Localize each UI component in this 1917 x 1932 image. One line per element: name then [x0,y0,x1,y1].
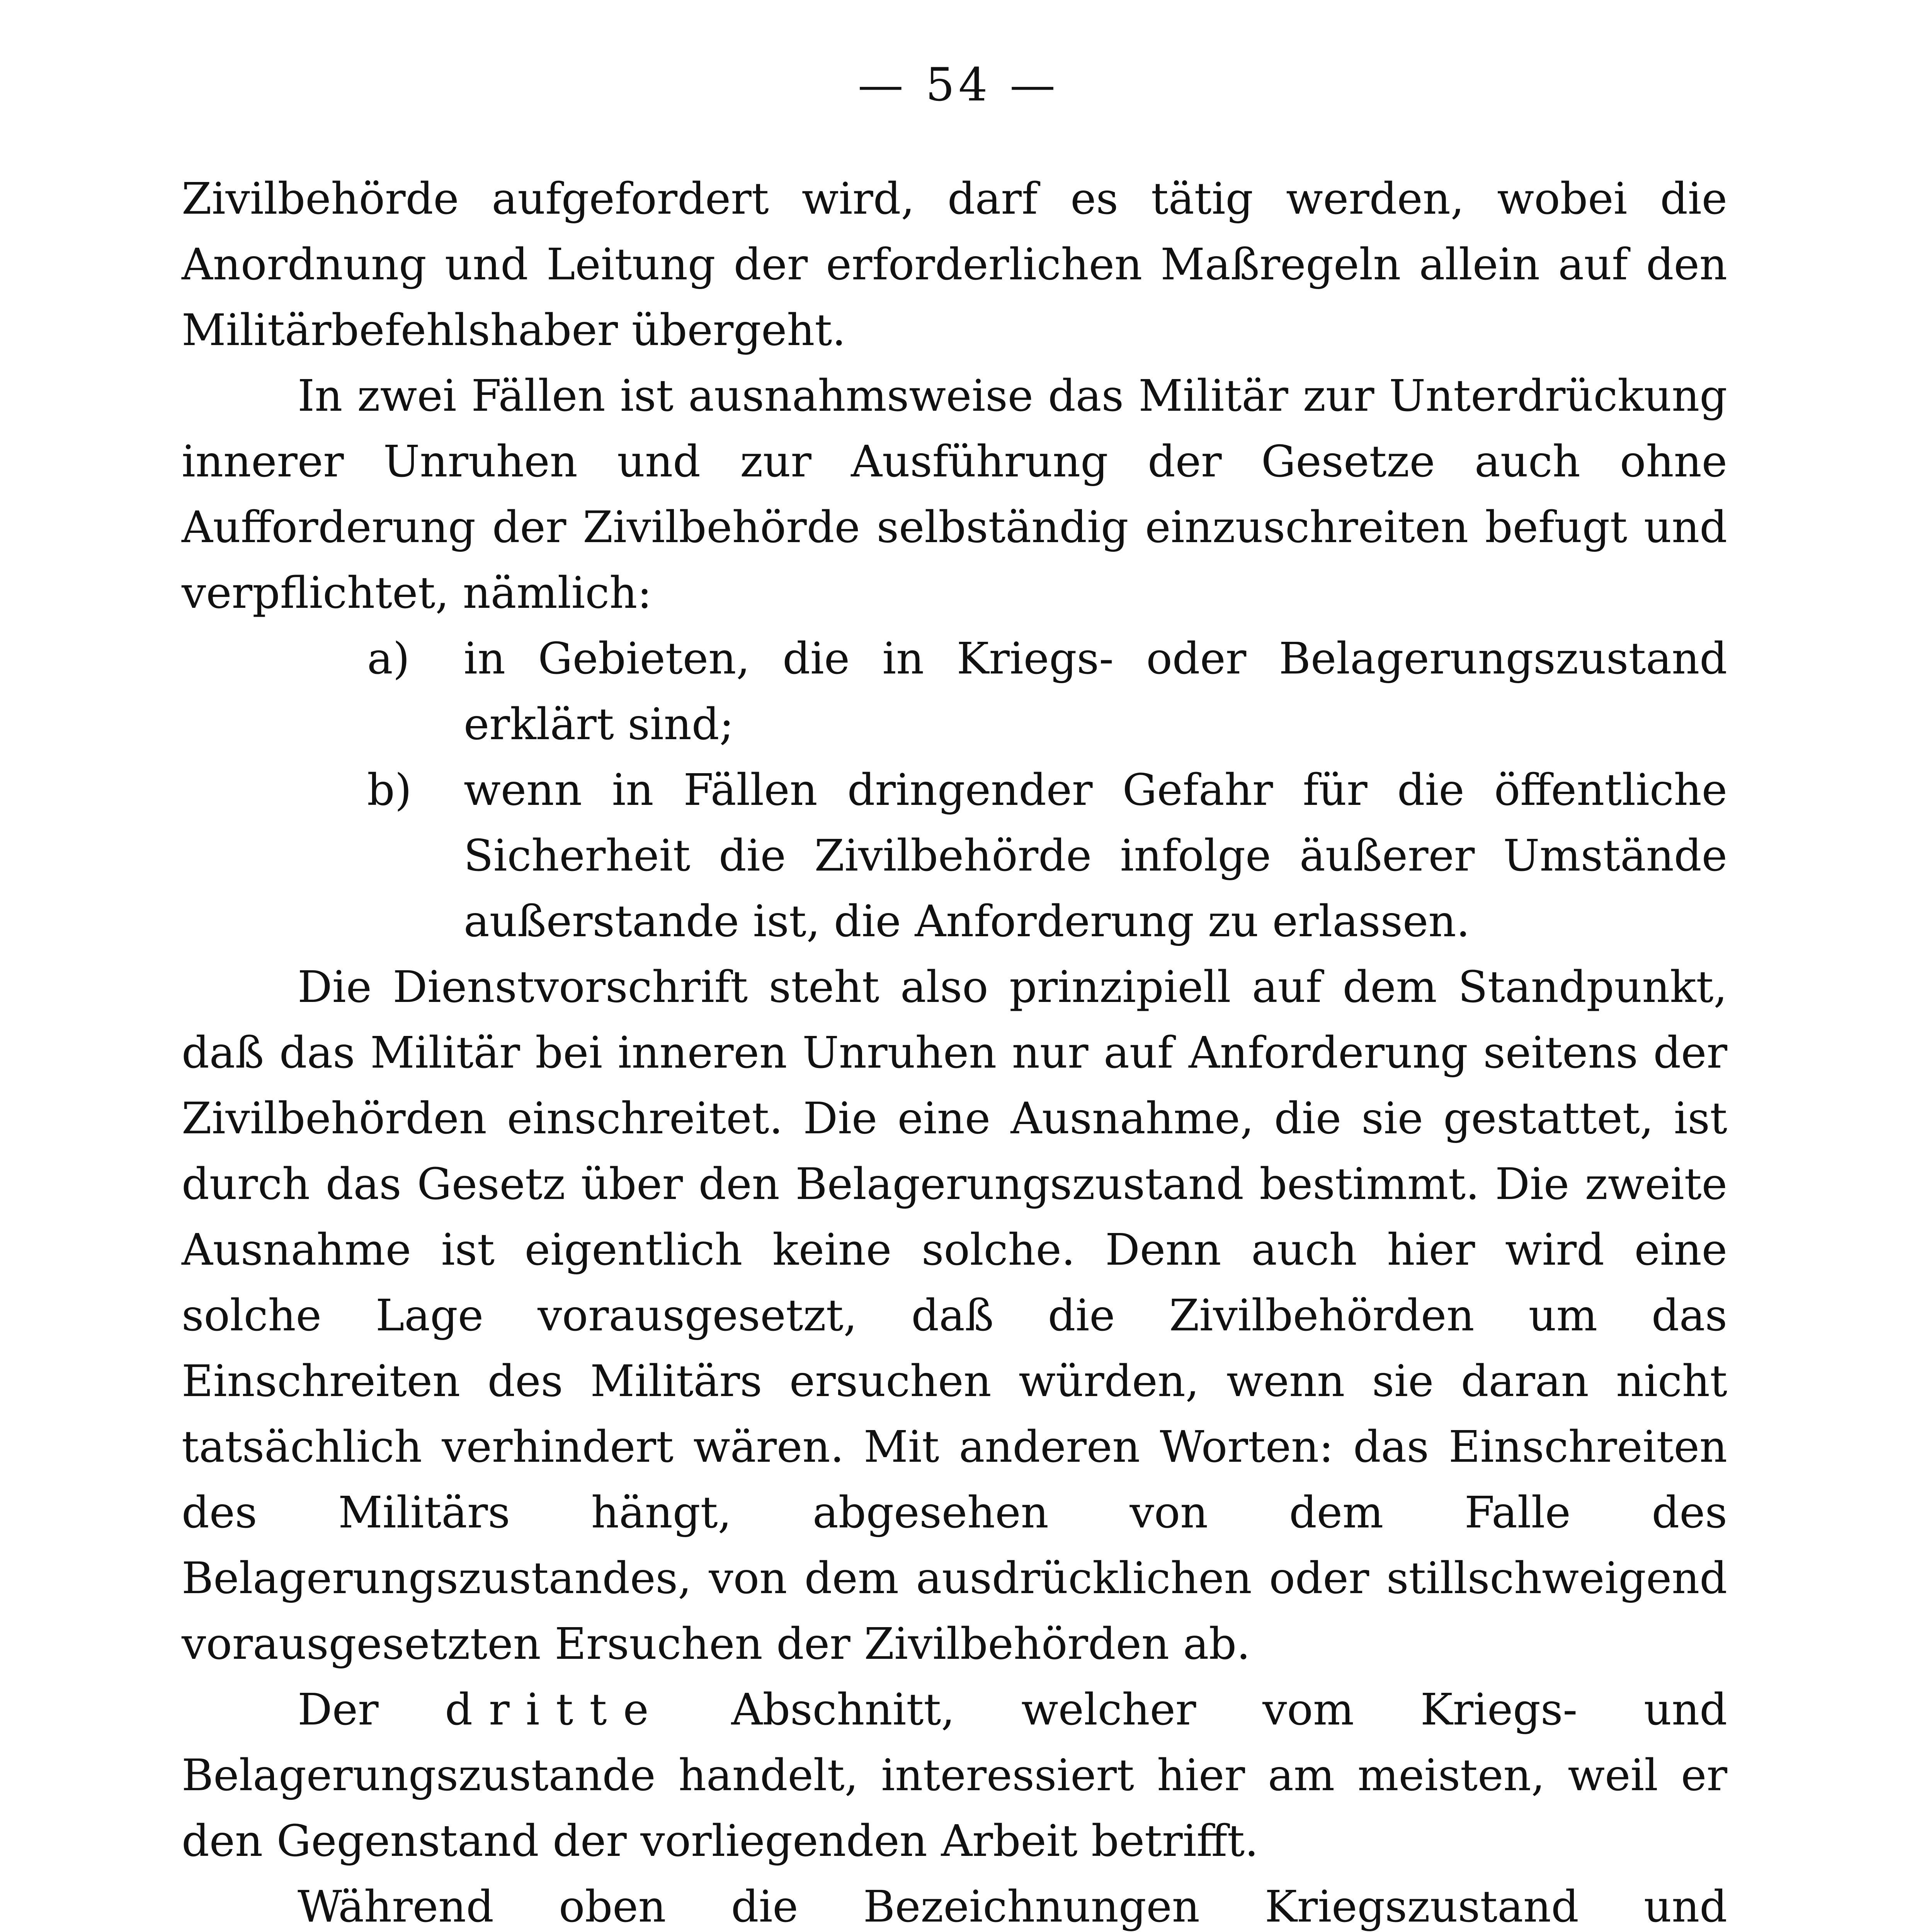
body-text [182,166,1727,1932]
paragraph-continuation: Zivilbehörde aufgefordert wird, darf es tätig werden, wobei die Anordnung und Leitung der erforderlichen Maßregeln allein auf den Militärbefehlshaber übergeht. [182,174,1727,355]
paragraph-dritte-abschnitt [182,1677,1727,1874]
paragraph-kriegszustand-belagerungszustand: Während oben die Bezeichnungen Kriegszustand und [298,1882,1727,1932]
list-item-text: wenn in Fällen dringender Gefahr für die öffentliche Sicherheit die Zivilbehörde infolge äußerer Umstände außerstande ist, die Anforderung zu erlassen. [464,765,1727,947]
spaced-emphasis: dritte [445,1685,665,1735]
list-marker: b) [367,765,412,815]
list-item-text: in Gebieten, die in Kriegs- oder Belagerungszustand erklärt sind; [464,634,1727,750]
list-item [182,757,1727,954]
paragraph-dienstvorschrift: Die Dienstvorschrift steht also prinzipiell auf dem Standpunkt, daß das Militär bei inneren Unruhen nur auf Anforderung seitens der Zivilbehörden einschreitet. Die eine Ausnahme, die sie gestattet, ist durch das Gesetz über den Belagerungszustand bestimmt. Die zweite Ausnahme ist eigentlich keine solche. Denn auch hier wird eine solche Lage vorausgesetzt, daß die Zivilbehörden um das Einschreiten des Militärs ersuchen würden, wenn sie daran nicht tatsächlich verhindert wären. Mit anderen Worten: das Einschreiten des Militärs hängt, abgesehen von dem Falle des Belagerungszustandes, von dem ausdrücklichen oder stillschweigend vorausgesetzten Ersuchen der Zivilbehörden ab. [182,962,1727,1669]
paragraph-exceptions-intro: In zwei Fällen ist ausnahmsweise das Militär zur Unterdrückung innerer Unruhen und zur Ausführung der Gesetze auch ohne Aufforderung der Zivilbehörde selbständig einzuschreiten befugt und verpflichtet, nämlich: [182,371,1727,618]
list-marker: a) [367,634,410,684]
paragraph-text-end: Abschnitt, welcher vom Kriegs- und Belagerungszustande handelt, interessiert hier am meisten, weil er den Gegenstand der vorliegenden Arbeit betrifft. [182,1685,1727,1866]
list-item [182,626,1727,757]
page-number: — 54 — [857,58,1060,111]
paragraph-text-start: Der [298,1685,445,1735]
exceptions-list [182,626,1727,954]
